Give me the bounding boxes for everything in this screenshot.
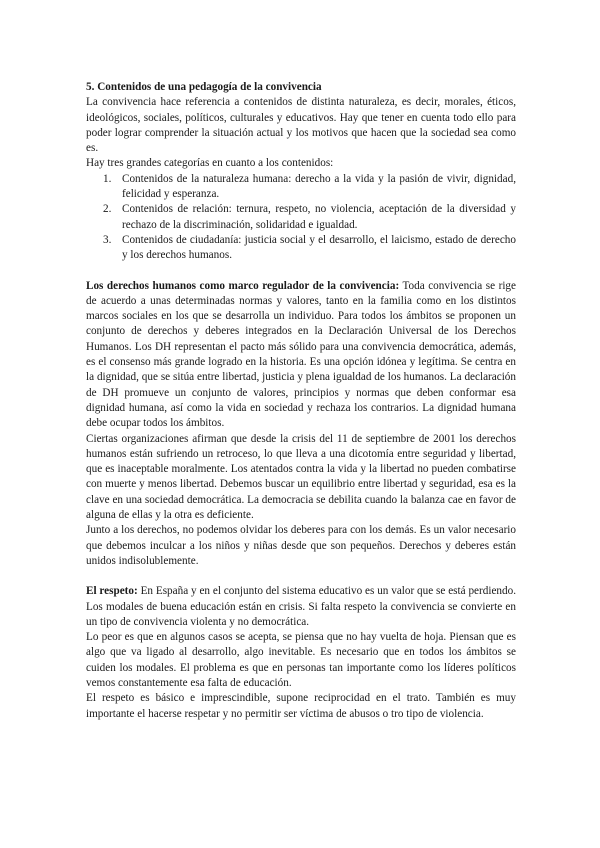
derechos-lead: Los derechos humanos como marco regulador de la convivencia: [86,279,400,292]
list-item [86,172,516,203]
respeto-paragraph-3: El respeto es básico e imprescindible, supone reciprocidad en el trato. También es muy importante el hacerse respetar y no permitir ser víctima de abusos o tro tipo de violencia. [86,692,516,720]
intro-paragraph: La convivencia hace referencia a contenidos de distinta naturaleza, es decir, morales, éticos, ideológicos, sociales, políticos, culturales y educativos. Hay que tener en cuenta todo ello para poder lograr comprender la situación actual y los motivos que hacen que la sociedad sea como es. [86,96,516,155]
list-item [86,233,516,264]
respeto-text: En España y en el conjunto del sistema educativo es un valor que se está perdiendo. Los modales de buena educación están en crisis. Si falta respeto la convivencia se convierte en un tipo de convivencia violenta y no democrática. [86,585,516,628]
list-text: Contenidos de relación: ternura, respeto, no violencia, aceptación de la diversidad y rechazo de la discriminación, solidaridad e igualdad. [122,203,516,231]
categories-list [86,172,516,264]
list-text: Contenidos de la naturaleza humana: derecho a la vida y la pasión de vivir, dignidad, felicidad y esperanza. [122,172,516,201]
respeto-paragraph-2: Lo peor es que en algunos casos se acepta, se piensa que no hay vuelta de hoja. Piensan que es algo que va ligado al desarrollo, algo inevitable. Es necesario que en todos los ámbitos se cuiden los modales. El problema es que en personas tan importante como los líderes políticos vemos constantemente esa falta de educación. [86,631,516,689]
derechos-paragraph-2: Ciertas organizaciones afirman que desde la crisis del 11 de septiembre de 2001 los derechos humanos están sufriendo un retroceso, lo que lleva a una dicotomía entre seguridad y libertad, que es inaceptable moralmente. Los atentados contra la vida y la libertad no pueden combatirse con muerte y menos libertad. Debemos buscar un equilibrio entre libertad y seguridad, esa es la clave en una sociedad democrática. La democracia se debilita cuando la balanza cae en favor de alguna de ellas y la otra es deficiente. [86,432,516,522]
list-text: Contenidos de ciudadanía: justicia social y el desarrollo, el laicismo, estado de derecho y los derechos humanos. [122,233,516,262]
list-number: 2. [103,203,112,216]
respeto-paragraph [86,584,516,630]
list-number: 1. [103,172,112,185]
derechos-paragraph-3: Junto a los derechos, no podemos olvidar los deberes para con los demás. Es un valor necesario que debemos inculcar a los niños y niñas desde que son pequeños. Derechos y deberes están unidos indisolublemente. [86,524,516,567]
list-number: 3. [103,233,112,246]
list-item [86,202,516,233]
spacer [86,264,516,279]
spacer [86,569,516,584]
document-page [86,80,516,722]
respeto-lead: El respeto: [86,585,138,598]
section-heading: 5. Contenidos de una pedagogía de la convivencia [86,81,322,93]
categories-intro: Hay tres grandes categorías en cuanto a los contenidos: [86,157,334,170]
derechos-paragraph [86,279,516,432]
derechos-text: Toda convivencia se rige de acuerdo a unas determinadas normas y valores, tanto en la familia como en los distintos marcos sociales en los que se desarrolla un individuo. Para todos los ámbitos se proponen un conjunto de derechos y deberes integrados en la Declaración Universal de los Derechos Humanos. Los DH representan el pacto más sólido para una convivencia democrática, además, es el consenso más grande logrado en la historia. Es una opción idónea y legítima. Se centra en la dignidad, que se sitúa entre libertad, justicia y plena igualdad de los humanos. La declaración de DH promueve un conjunto de valores, principios y normas que deben conformar esa dignidad humana, así como la vida en sociedad y rechaza los contrarios. La dignidad humana debe ocupar todos los ámbitos. [86,279,516,430]
